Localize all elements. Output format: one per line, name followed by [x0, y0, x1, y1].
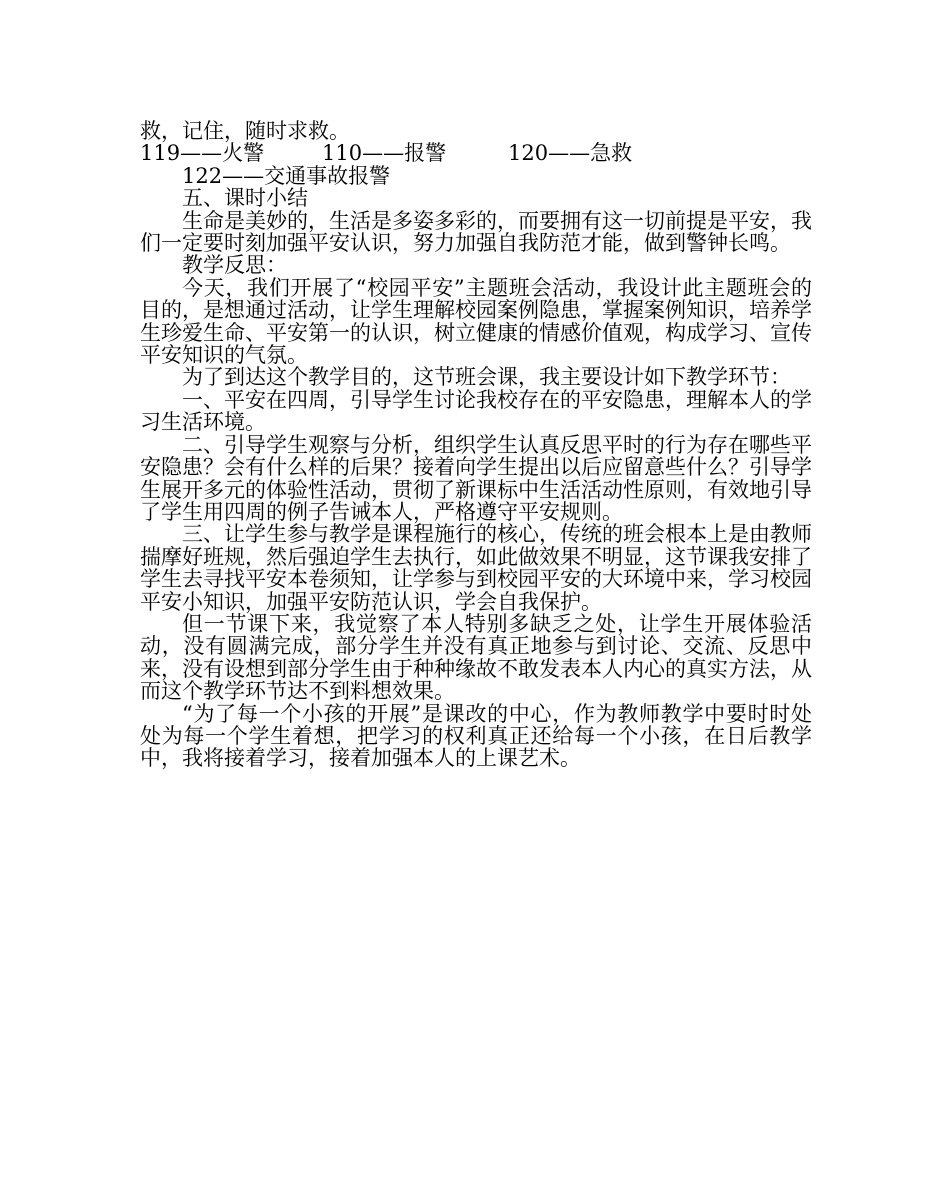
section-five-heading: 五、课时小结	[182, 186, 308, 211]
document-body	[140, 120, 812, 770]
hotline-fire: 119——火警	[140, 141, 265, 166]
reflection-paragraph: 为了到达这个教学目的，这节班会课，我主要设计如下教学环节：	[182, 365, 791, 390]
reflection-paragraph: 三、让学生参与教学是课程施行的核心，传统的班会根本上是由教师揣摩好班规，然后强迫学生去执行，如此做效果不明显，这节课我安排了学生去寻找平安本卷须知，让学参与到校园平安的大环境中来，学习校园平安小知识，加强平安防范认识，学会自我保护。	[140, 522, 812, 614]
intro-line: 救，记住，随时求救。	[140, 119, 350, 143]
reflection-paragraph: 今天，我们开展了“校园平安”主题班会活动，我设计此主题班会的目的，是想通过活动，让学生理解校园案例隐患，掌握案例知识，培养学生珍爱生命、平安第一的认识，树立健康的情感价值观，构成学习、宣传平安知识的气氛。	[140, 275, 812, 368]
reflection-paragraph: 二、引导学生观察与分析，组织学生认真反思平时的行为存在哪些平安隐患？会有什么样的后果？接着向学生提出以后应留意些什么？引导学生展开多元的体验性活动，贯彻了新课标中生活活动性原则，有效地引导了学生用四周的例子告诫本人，严格遵守平安规则。	[140, 432, 812, 524]
hotline-row-1	[140, 142, 812, 164]
hotline-ambulance: 120——急救	[508, 141, 633, 166]
hotline-traffic: 122——交通事故报警	[182, 163, 391, 188]
summary-paragraph: 生命是美妙的，生活是多姿多彩的，而要拥有这一切前提是平安，我们一定要时刻加强平安认识，努力加强自我防范才能，做到警钟长鸣。	[140, 208, 812, 256]
reflection-paragraph: 一、平安在四周，引导学生讨论我校存在的平安隐患，理解本人的学习生活环境。	[140, 387, 812, 435]
reflection-paragraph: “为了每一个小孩的开展”是课改的中心，作为教师教学中要时时处处为每一个学生着想，把学习的权利真正还给每一个小孩，在日后教学中，我将接着学习，接着加强本人的上课艺术。	[140, 701, 812, 771]
reflection-heading: 教学反思：	[182, 253, 287, 278]
reflection-paragraph: 但一节课下来，我觉察了本人特别多缺乏之处，让学生开展体验活动，没有圆满完成，部分学生并没有真正地参与到讨论、交流、反思中来，没有设想到部分学生由于种种缘故不敢发表本人内心的真实方法，从而这个教学环节达不到料想效果。	[140, 611, 812, 704]
hotline-police: 110——报警	[322, 141, 447, 166]
